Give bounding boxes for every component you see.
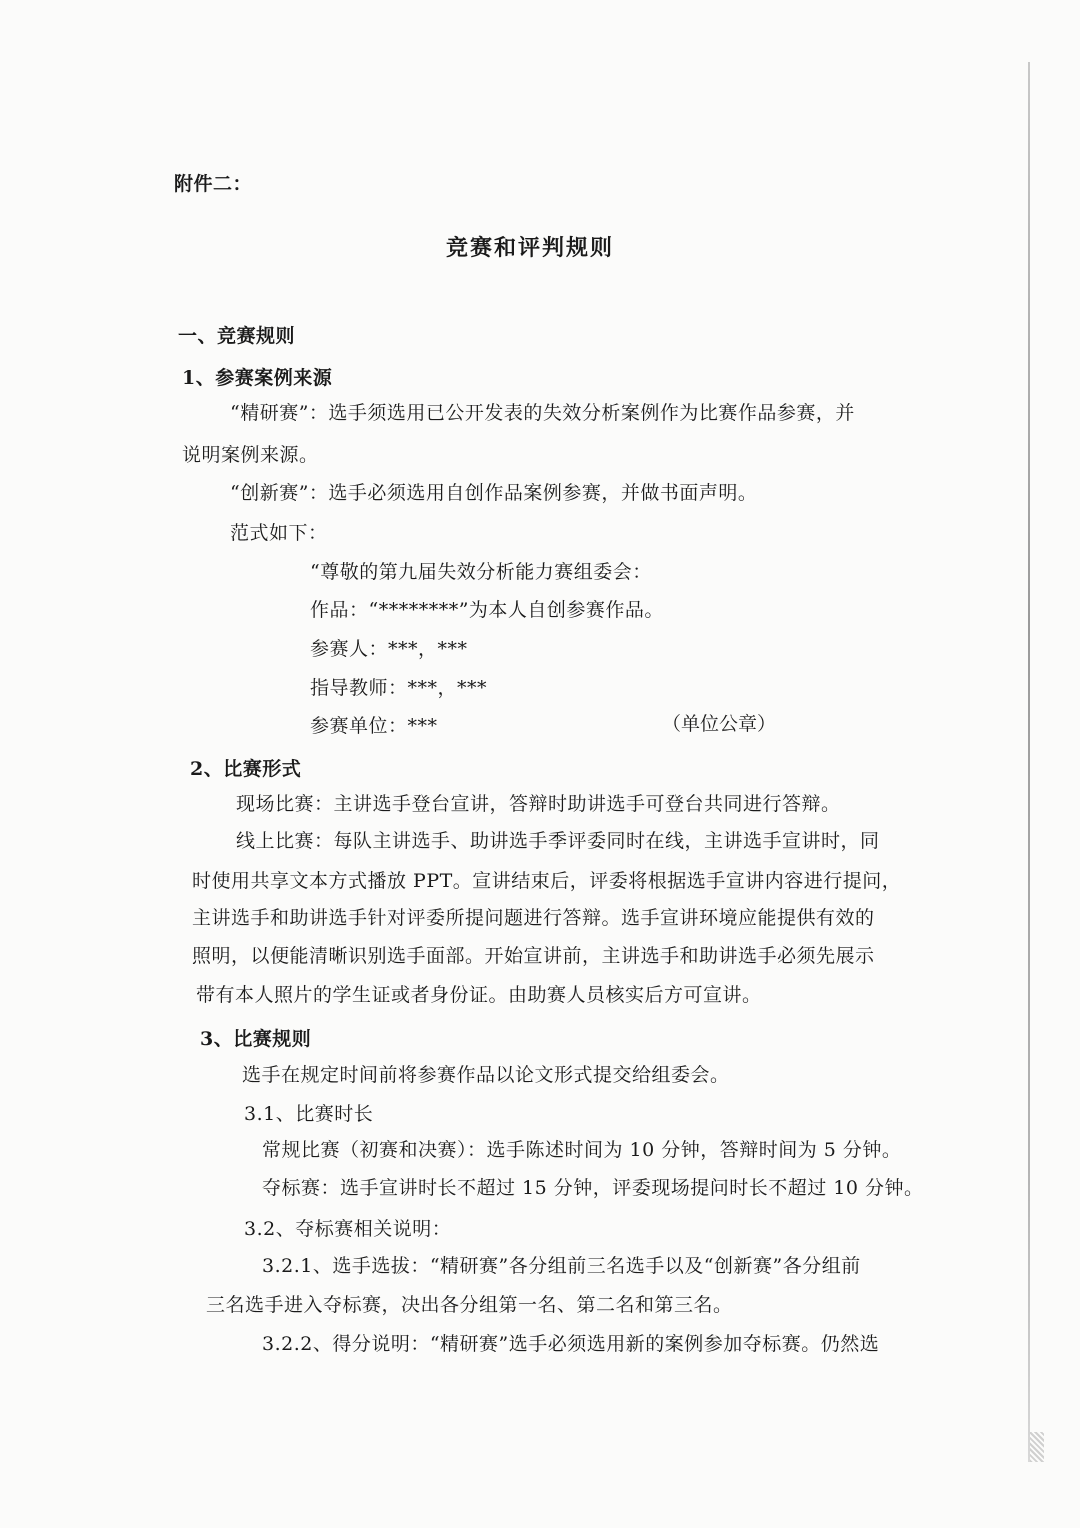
scan-corner-mark	[1030, 1432, 1044, 1462]
para-jingyan-line1: “精研赛”：选手须选用已公开发表的失效分析案例作为比赛作品参赛，并	[230, 402, 855, 424]
para-322-line1: 3.2.2、得分说明：“精研赛”选手必须选用新的案例参加夺标赛。仍然选	[262, 1333, 880, 1355]
item1-heading: 1、参赛案例来源	[182, 367, 333, 389]
attachment-label: 附件二：	[174, 173, 253, 195]
template-salutation: “尊敬的第九届失效分析能力赛组委会：	[310, 561, 652, 583]
sub31-heading: 3.1、比赛时长	[244, 1103, 374, 1125]
sub32-heading: 3.2、夺标赛相关说明：	[244, 1218, 452, 1240]
para-regular: 常规比赛（初赛和决赛）：选手陈述时间为 10 分钟，答辩时间为 5 分钟。	[262, 1139, 902, 1161]
para-chuangxin: “创新赛”：选手必须选用自创作品案例参赛，并做书面声明。	[230, 482, 758, 504]
page-edge-shadow	[1028, 62, 1030, 1462]
para-online-line3: 主讲选手和助讲选手针对评委所提问题进行答辩。选手宣讲环境应能提供有效的	[192, 907, 875, 929]
para-321-line1: 3.2.1、选手选拔：“精研赛”各分组前三名选手以及“创新赛”各分组前	[262, 1255, 861, 1277]
section1-heading: 一、竞赛规则	[178, 325, 296, 347]
para-jingyan-line2: 说明案例来源。	[182, 444, 319, 466]
para-online-line1: 线上比赛：每队主讲选手、助讲选手季评委同时在线，主讲选手宣讲时，同	[236, 830, 880, 852]
template-work: 作品：“********”为本人自创参赛作品。	[310, 599, 664, 621]
para-submit: 选手在规定时间前将参赛作品以论文形式提交给组委会。	[242, 1064, 730, 1086]
para-online-line5: 带有本人照片的学生证或者身份证。由助赛人员核实后方可宣讲。	[196, 984, 762, 1006]
template-participants: 参赛人：***，***	[310, 638, 468, 660]
template-advisor: 指导教师：***，***	[310, 677, 488, 699]
item3-heading: 3、比赛规则	[200, 1028, 312, 1050]
para-final: 夺标赛：选手宣讲时长不超过 15 分钟，评委现场提问时长不超过 10 分钟。	[262, 1177, 924, 1199]
para-online-line4: 照明，以便能清晰识别选手面部。开始宣讲前，主讲选手和助讲选手必须先展示	[192, 945, 875, 967]
item2-heading: 2、比赛形式	[190, 758, 302, 780]
para-onsite: 现场比赛：主讲选手登台宣讲，答辩时助讲选手可登台共同进行答辩。	[236, 793, 841, 815]
template-intro: 范式如下：	[230, 522, 328, 544]
template-unit: 参赛单位：***	[310, 715, 438, 737]
para-321-line2: 三名选手进入夺标赛，决出各分组第一名、第二名和第三名。	[206, 1294, 733, 1316]
document-title: 竞赛和评判规则	[446, 235, 615, 261]
template-seal: （单位公章）	[662, 713, 777, 735]
para-online-line2: 时使用共享文本方式播放 PPT。宣讲结束后，评委将根据选手宣讲内容进行提问，	[192, 870, 902, 892]
